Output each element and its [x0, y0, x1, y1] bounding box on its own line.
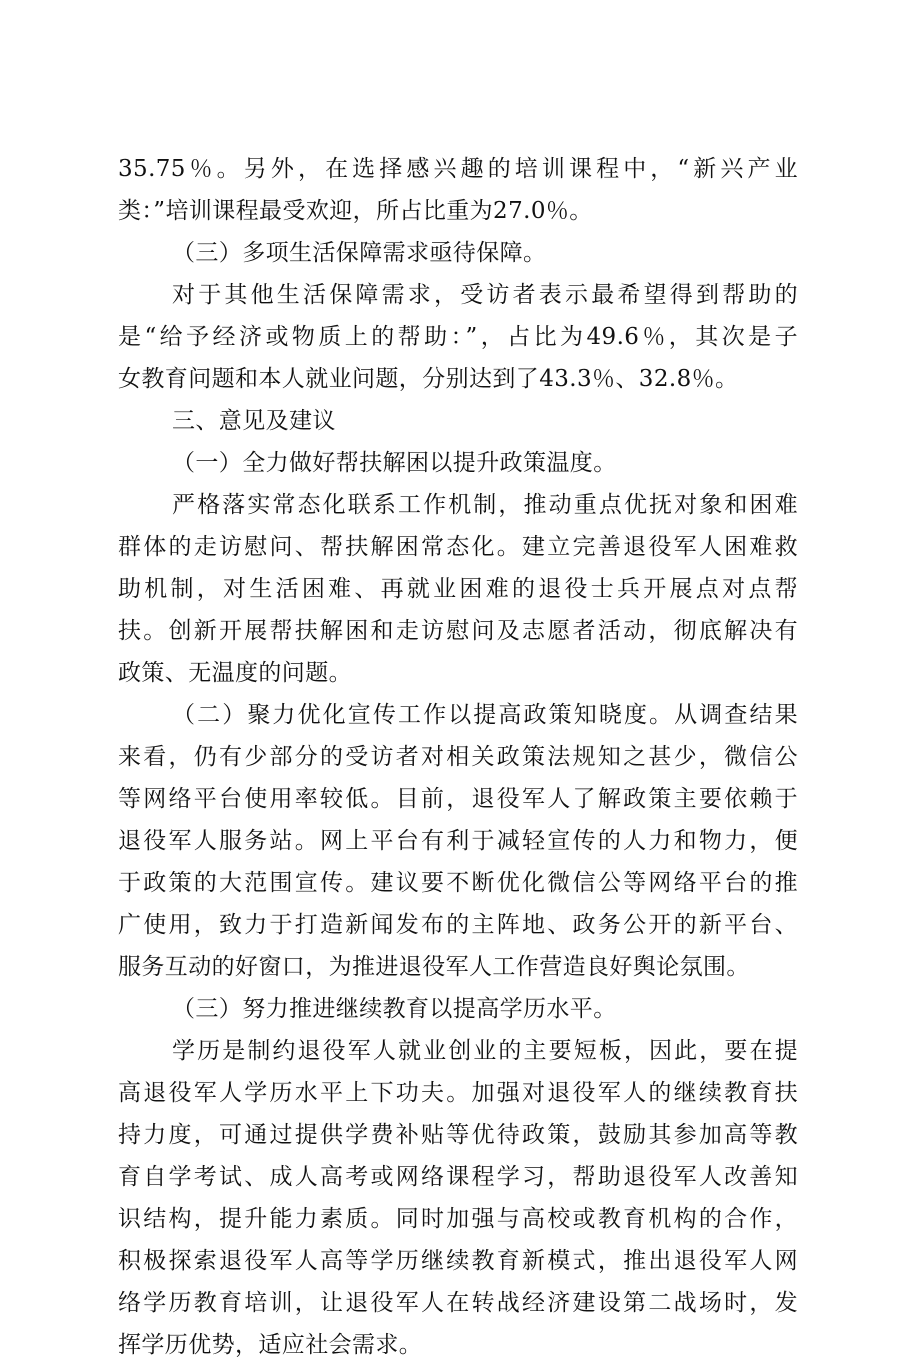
- section-heading: （三）多项生活保障需求亟待保障。: [172, 240, 547, 266]
- paragraph-line: 服务互动的好窗口，为推进退役军人工作营造良好舆论氛围。: [118, 954, 750, 980]
- paragraph-line: 等网络平台使用率较低。目前，退役军人了解政策主要依赖于: [118, 786, 798, 812]
- paragraph-line: 学历是制约退役军人就业创业的主要短板，因此，要在提: [172, 1038, 798, 1064]
- paragraph-line: 对于其他生活保障需求，受访者表示最希望得到帮助的: [172, 282, 798, 308]
- paragraph-line: 来看，仍有少部分的受访者对相关政策法规知之甚少，微信公: [118, 744, 798, 770]
- paragraph-line: 群体的走访慰问、帮扶解困常态化。建立完善退役军人困难救: [118, 534, 798, 560]
- paragraph-line: 广使用，致力于打造新闻发布的主阵地、政务公开的新平台、: [118, 912, 798, 938]
- paragraph-line: （二）聚力优化宣传工作以提高政策知晓度。从调查结果: [172, 702, 798, 728]
- paragraph-line: 类：”培训课程最受欢迎，所占比重为27.0％。: [118, 198, 593, 224]
- paragraph-line: 持力度，可通过提供学费补贴等优待政策，鼓励其参加高等教: [118, 1122, 798, 1148]
- document-page: [118, 148, 798, 1366]
- paragraph-line: 严格落实常态化联系工作机制，推动重点优抚对象和困难: [172, 492, 798, 518]
- paragraph-line: 高退役军人学历水平上下功夫。加强对退役军人的继续教育扶: [118, 1080, 798, 1106]
- paragraph-line: 是“给予经济或物质上的帮助：”，占比为49.6％，其次是子: [118, 324, 798, 350]
- paragraph-line: 识结构，提升能力素质。同时加强与高校或教育机构的合作，: [118, 1206, 798, 1232]
- paragraph-line: 络学历教育培训，让退役军人在转战经济建设第二战场时，发: [118, 1290, 798, 1316]
- paragraph-line: 育自学考试、成人高考或网络课程学习，帮助退役军人改善知: [118, 1164, 798, 1190]
- paragraph-line: 退役军人服务站。网上平台有利于减轻宣传的人力和物力，便: [118, 828, 798, 854]
- paragraph-line: 扶。创新开展帮扶解困和走访慰问及志愿者活动，彻底解决有: [118, 618, 798, 644]
- paragraph-line: 助机制，对生活困难、再就业困难的退役士兵开展点对点帮: [118, 576, 798, 602]
- paragraph-line: 于政策的大范围宣传。建议要不断优化微信公等网络平台的推: [118, 870, 798, 896]
- paragraph-line: 女教育问题和本人就业问题，分别达到了43.3％、32.8％。: [118, 366, 739, 392]
- paragraph-line: 政策、无温度的问题。: [118, 660, 352, 686]
- paragraph-line: 挥学历优势，适应社会需求。: [118, 1332, 423, 1358]
- paragraph-line: 积极探索退役军人高等学历继续教育新模式，推出退役军人网: [118, 1248, 798, 1274]
- section-heading: （三）努力推进继续教育以提高学历水平。: [172, 996, 617, 1022]
- section-heading: 三、意见及建议: [172, 408, 336, 434]
- section-heading: （一）全力做好帮扶解困以提升政策温度。: [172, 450, 617, 476]
- paragraph-line: 35.75％。另外，在选择感兴趣的培训课程中，“新兴产业: [118, 156, 798, 182]
